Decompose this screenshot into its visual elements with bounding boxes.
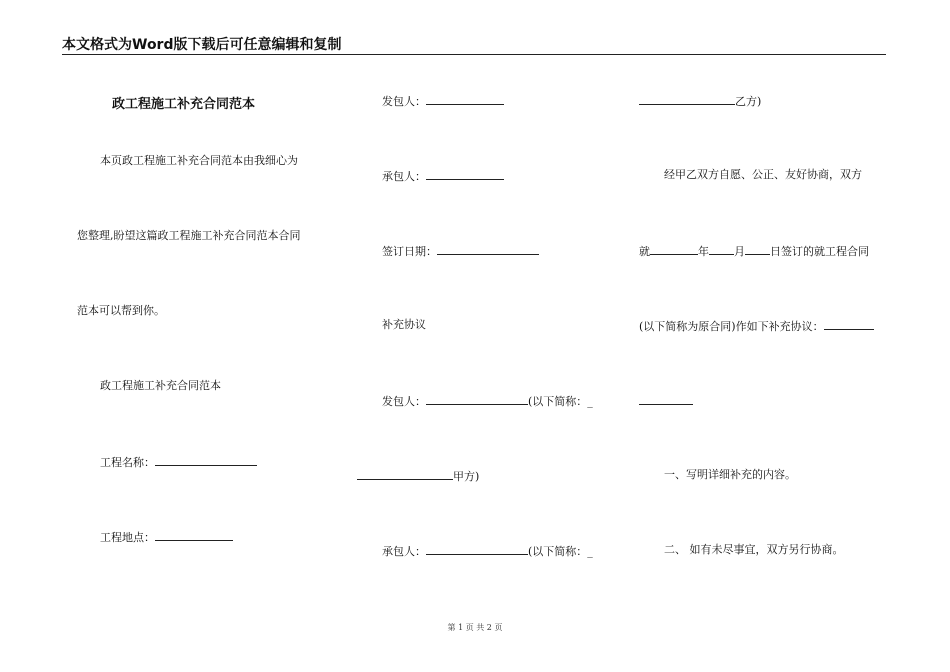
- document-title: 政工程施工补充合同范本: [112, 97, 256, 112]
- day-blank: [745, 243, 770, 255]
- project-name-label: 工程名称：: [100, 456, 155, 469]
- date-line: [639, 243, 869, 259]
- year-label: 年: [698, 245, 709, 258]
- sign-date-row: [382, 243, 539, 259]
- page-footer: 第 1 页 共 2 页: [447, 623, 503, 632]
- issuer-row-2: [382, 393, 593, 409]
- issuer-blank-1: [426, 93, 504, 105]
- year-blank: [650, 243, 698, 255]
- month-label: 月: [734, 245, 745, 258]
- project-site-row: [100, 529, 233, 545]
- document-header: 本文格式为Word版下载后可任意编辑和复制: [62, 34, 886, 55]
- contractor-row-2: [382, 543, 593, 559]
- party-a-row: [357, 468, 479, 484]
- contractor-abbr: (以下简称：_: [528, 545, 593, 558]
- issuer-abbr: (以下简称：_: [528, 395, 593, 408]
- contractor-row-1: [382, 168, 504, 184]
- continuation-blank: [639, 393, 693, 405]
- issuer-label-2: 发包人：: [382, 395, 426, 408]
- intro-line-2: 您整理,盼望这篇政工程施工补充合同范本合同: [77, 229, 301, 242]
- contractor-blank-1: [426, 168, 504, 180]
- project-site-blank: [155, 529, 233, 541]
- project-name-row: [100, 454, 257, 470]
- party-b-blank: [639, 93, 735, 105]
- original-contract-blank: [824, 318, 874, 330]
- project-site-label: 工程地点：: [100, 531, 155, 544]
- sign-date-blank: [437, 243, 539, 255]
- continuation-row: [639, 393, 693, 409]
- sign-date-label: 签订日期：: [382, 245, 437, 258]
- date-prefix: 就: [639, 245, 650, 258]
- month-blank: [709, 243, 734, 255]
- original-contract-label: (以下简称为原合同)作如下补充协议：: [639, 320, 824, 333]
- party-b-label: 乙方): [735, 95, 762, 108]
- party-a-label: 甲方): [453, 470, 480, 483]
- party-a-blank: [357, 468, 453, 480]
- intro-line-1: 本页政工程施工补充合同范本由我细心为: [100, 154, 298, 167]
- negotiation-line: 经甲乙双方自愿、公正、友好协商，双方: [664, 168, 862, 181]
- issuer-blank-2: [426, 393, 528, 405]
- supplement-heading: 补充协议: [382, 318, 426, 331]
- party-b-row: [639, 93, 761, 109]
- issuer-label-1: 发包人：: [382, 95, 426, 108]
- clause-1: 一、写明详细补充的内容。: [664, 468, 796, 481]
- project-name-blank: [155, 454, 257, 466]
- intro-line-3: 范本可以帮到你。: [77, 304, 165, 317]
- original-contract-row: [639, 318, 874, 334]
- contractor-blank-2: [426, 543, 528, 555]
- contract-subtitle: 政工程施工补充合同范本: [100, 379, 221, 392]
- issuer-row-1: [382, 93, 504, 109]
- day-suffix: 日签订的就工程合同: [770, 245, 869, 258]
- contractor-label-1: 承包人：: [382, 170, 426, 183]
- contractor-label-2: 承包人：: [382, 545, 426, 558]
- clause-2: 二、 如有未尽事宜，双方另行协商。: [664, 543, 844, 556]
